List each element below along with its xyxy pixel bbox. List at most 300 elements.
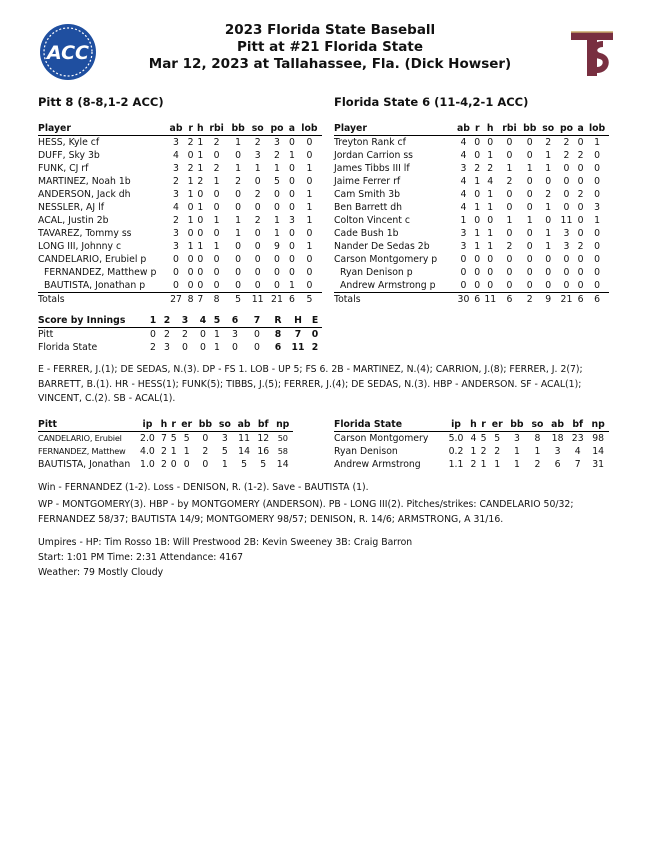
stat-cell: 5 [183,433,190,444]
stat-cell: 0 [506,202,513,213]
stat-cell: 2 [480,446,487,457]
column-header: ab [234,418,254,432]
pitcher-row [38,445,293,458]
inning-score: 7 [294,329,302,340]
player-name: HESS, Kyle cf [38,137,100,148]
player-row [38,214,322,227]
column-header: ab [166,122,186,136]
stat-cell: 4 [487,176,494,187]
pitching-header-row [334,418,609,432]
stat-cell: 0 [288,137,295,148]
stat-cell: 4 [460,202,467,213]
stat-cell: 1 [197,202,204,213]
stat-cell: 0 [306,137,313,148]
pitcher-name: Andrew Armstrong [334,459,421,470]
stat-cell: 3 [173,189,179,200]
player-name: Colton Vincent c [334,215,411,226]
player-name: Treyton Rank cf [334,137,406,148]
stat-cell: 2 [173,215,179,226]
season-title: 2023 Florida State Baseball [224,22,436,38]
stat-cell: 0 [526,241,533,252]
stat-cell: 0 [274,202,280,213]
player-row [334,162,609,175]
totals-row [38,293,322,307]
stat-cell: 0 [254,280,261,291]
player-row [38,240,322,253]
stat-cell: 1 [213,215,220,226]
stat-cell: 0 [235,150,242,161]
stat-cell: 0 [235,241,242,252]
stat-cell: 1 [235,163,242,174]
umpires-note: Umpires - HP: Tim Rosso 1B: Will Prestwood 2B: Kevin Sweeney 3B: Craig Barron [38,537,413,548]
stat-cell: 1 [526,163,533,174]
stat-cell: 2 [545,137,552,148]
stat-cell: 0 [526,202,533,213]
stat-cell: 0 [254,228,261,239]
stat-cell: 0 [202,433,209,444]
stat-cell: 5 [494,433,501,444]
total-cell: 6 [577,294,584,305]
stat-cell: 2 [173,176,179,187]
stat-cell: 2 [213,163,220,174]
player-name: DUFF, Sky 3b [38,150,100,161]
stat-cell: 0 [487,267,494,278]
stat-cell: 6 [554,459,561,470]
pitching-header-row [38,418,293,432]
innings-row [38,328,322,342]
inning-header: 2 [160,314,174,328]
stat-cell: 1 [187,215,194,226]
stat-cell: 0 [577,280,584,291]
stat-cell: 4 [460,150,467,161]
stat-cell: 0 [170,459,177,470]
stat-cell: 31 [592,459,605,470]
stat-cell: 0 [474,137,481,148]
column-header: lob [297,122,322,136]
stat-cell: 1 [545,241,552,252]
stat-cell: 98 [592,433,605,444]
stat-cell: 0 [254,202,261,213]
stat-cell: 1 [474,176,481,187]
stat-cell: 1 [480,459,487,470]
total-cell: 6 [499,293,520,307]
stat-cell: 0 [545,280,552,291]
pitcher-row [38,458,293,471]
stat-cell: 1 [545,163,552,174]
stat-cell: 3 [173,228,179,239]
total-cell: 8 [205,293,227,307]
stat-cell: 3 [221,433,228,444]
inning-score: 2 [182,329,188,340]
total-cell: 6 [288,294,295,305]
stat-cell: 0 [213,267,220,278]
stat-cell: 0 [274,254,280,265]
stat-cell: 0 [506,189,513,200]
inning-header: 4 [196,314,210,328]
stat-cell: 0 [187,228,194,239]
stat-cell: 0 [545,215,552,226]
stat-cell: 7 [574,459,581,470]
stat-cell: 0 [197,280,204,291]
inning-header: 3 [174,314,196,328]
player-row [38,175,322,188]
stat-cell: 12 [257,433,270,444]
inning-header: 6 [224,314,246,328]
stat-cell: 0 [545,267,552,278]
stat-cell: 0 [288,241,295,252]
innings-title: Score by Innings [38,314,146,328]
stat-cell: 1 [470,446,477,457]
column-header: h [468,418,479,432]
stat-cell: 0 [474,189,481,200]
home-pitching-table [334,418,609,471]
player-name: LONG III, Johnny c [38,241,122,252]
column-header: r [186,122,195,136]
player-row [38,136,322,150]
total-cell: 27 [166,293,186,307]
stat-cell: 0 [506,150,513,161]
stat-cell: 0 [545,176,552,187]
stat-cell: 3 [254,150,261,161]
stat-cell: 0 [577,267,584,278]
stat-cell: 0.2 [448,446,464,457]
stat-cell: 0 [594,176,601,187]
stat-cell: 1 [197,150,204,161]
stat-cell: 1 [474,241,481,252]
acc-logo-icon [38,22,98,82]
total-cell: 21 [557,293,576,307]
stat-cell: 2 [545,189,552,200]
column-header: h [160,419,168,430]
inning-score: 0 [182,342,188,353]
score-by-innings-table [38,314,322,354]
column-header: r [473,122,482,136]
stat-cell: 1 [526,215,533,226]
stat-cell: 0 [526,189,533,200]
stat-cell: 0 [474,254,481,265]
player-name: Carson Montgomery p [334,254,438,265]
stat-cell: 1 [506,215,513,226]
stat-cell: 0 [474,150,481,161]
column-header: Pitt [38,418,136,432]
stat-cell: 3 [173,241,179,252]
stat-cell: 0 [577,228,584,239]
player-name: BAUTISTA, Jonathan p [44,280,146,291]
stat-cell: 4 [574,446,581,457]
pitcher-row [334,458,609,471]
stat-cell: 0 [254,254,261,265]
stat-cell: 1 [170,446,177,457]
stat-cell: 0 [526,280,533,291]
stat-cell: 0 [213,228,220,239]
stat-cell: 2 [197,176,204,187]
team-name: Florida State [38,342,98,353]
column-header: bb [506,418,528,432]
home-team-heading: Florida State 6 (11-4,2-1 ACC) [334,95,529,109]
stat-cell: 0 [235,267,242,278]
player-name: Ben Barrett dh [334,202,403,213]
player-name: Cam Smith 3b [334,189,401,200]
stat-cell: 0 [197,189,204,200]
stat-cell: 0 [563,176,570,187]
player-name: Ryan Denison p [340,267,413,278]
team-name: Pitt [38,329,54,340]
header-row [38,122,322,136]
stat-cell: 0 [187,280,194,291]
stat-cell: 0 [235,254,242,265]
stat-cell: 2 [254,215,261,226]
column-header: r [169,418,178,432]
stat-cell: 0 [506,228,513,239]
stat-cell: 14 [592,446,605,457]
total-cell: 11 [482,293,499,307]
stat-cell: 0 [288,202,295,213]
inning-score: 1 [214,342,220,353]
home-batting-table [334,122,609,306]
stat-cell: 0 [274,280,280,291]
stat-cell: 0 [577,202,584,213]
inning-score: 0 [254,329,260,340]
stat-cell: 2 [161,446,167,457]
total-cell: 6 [474,294,481,305]
total-cell: 30 [454,293,473,307]
stat-cell: 1 [474,202,481,213]
stat-cell: 0 [506,254,513,265]
stat-cell: 1.0 [140,459,155,470]
stat-cell: 2 [470,459,477,470]
pitcher-row [334,432,609,446]
inning-score: 8 [274,329,282,340]
stat-cell: 0 [254,267,261,278]
stat-cell: 0 [288,228,295,239]
stat-cell: 0 [594,228,601,239]
stat-cell: 0 [187,150,194,161]
stat-cell: 1 [197,241,204,252]
stat-cell: 0 [197,228,204,239]
stat-cell: 0 [526,254,533,265]
stat-cell: 0 [460,280,467,291]
stat-cell: 0 [306,228,313,239]
stat-cell: 2 [487,163,494,174]
column-header: so [528,418,547,432]
stat-cell: 0 [563,280,570,291]
inning-score: 0 [200,342,206,353]
stat-cell: 1 [594,137,601,148]
player-row [38,162,322,175]
player-name: James Tibbs III lf [334,163,410,174]
column-header: er [178,418,195,432]
stat-cell: 3 [563,228,570,239]
stat-cell: 0 [506,267,513,278]
stat-cell: 2 [563,150,570,161]
stat-cell: 1 [183,446,190,457]
stat-cell: 4 [470,433,477,444]
stat-cell: 0 [254,176,261,187]
player-row [334,227,609,240]
player-name: Jordan Carrion ss [334,150,414,161]
stat-cell: 0 [563,202,570,213]
pitcher-name: Ryan Denison [334,446,398,457]
stat-cell: 0 [197,215,204,226]
stat-cell: 0 [202,459,209,470]
stat-cell: 14 [238,446,251,457]
stat-cell: 1 [254,163,261,174]
pitcher-name: Carson Montgomery [334,433,429,444]
stat-cell: 2 [506,241,513,252]
column-header: bf [568,418,587,432]
stat-cell: 18 [551,433,564,444]
player-row [334,266,609,279]
stat-cell: 0 [173,254,179,265]
stat-cell: 0 [563,163,570,174]
game-events-note: E - FERRER, J.(1); DE SEDAS, N.(3). DP - FS 1. LOB - UP 5; FS 6. 2B - MARTINEZ, N.(4); CARRION, J.(8); FERRER, J. 2(7); BARRETT, B.(1). HR - HESS(1); FUNK(5); TIBBS, J.(5); FERRER, J.(4); DE SEDAS, N.(3). HBP - ANDERSON. SF - ACAL(1); VINCENT, C.(2). SB - ACAL(1). [38,364,583,404]
stat-cell: 0 [506,137,513,148]
total-cell: 8 [187,294,194,305]
stat-cell: 1 [235,215,242,226]
pitcher-name: BAUTISTA, Jonathan [38,459,131,470]
inning-score: 1 [214,329,220,340]
stat-cell: 0 [526,267,533,278]
stat-cell: 1 [213,241,220,252]
player-row [38,188,322,201]
stat-cell: 1 [235,228,242,239]
innings-row [38,341,322,354]
inning-header: H [288,314,308,328]
column-header: bf [254,418,272,432]
player-row [334,214,609,227]
stat-cell: 0 [173,280,179,291]
stat-cell: 0 [577,163,584,174]
weather-note: Weather: 79 Mostly Cloudy [38,567,164,578]
stat-cell: 1 [487,228,494,239]
stat-cell: 2 [213,137,220,148]
stat-cell: 14 [276,459,289,470]
stat-cell: 0 [187,254,194,265]
stat-cell: 0 [577,176,584,187]
decisions-note: Win - FERNANDEZ (1-2). Loss - DENISON, R. (1-2). Save - BAUTISTA (1). [38,482,369,493]
total-cell: 11 [248,293,266,307]
column-header: rbi [499,122,520,136]
total-cell: 5 [228,293,249,307]
stat-cell: 3 [173,163,179,174]
stat-cell: 0 [173,267,179,278]
total-cell: 2 [520,293,539,307]
stat-cell: 0 [213,150,220,161]
stat-cell: 0 [288,189,295,200]
stat-cell: 0 [487,280,494,291]
stat-cell: 1 [487,189,494,200]
column-header: so [539,122,556,136]
stat-cell: 2 [161,459,167,470]
stat-cell: 0 [526,176,533,187]
inning-header: 7 [246,314,268,328]
stat-cell: 1 [494,459,501,470]
stat-cell: 5.0 [448,433,464,444]
player-name: MARTINEZ, Noah 1b [38,176,131,187]
stat-cell: 0 [594,254,601,265]
total-cell: 6 [585,293,609,307]
stat-cell: 0 [594,280,601,291]
stat-cell: 0 [187,202,194,213]
stat-cell: 0 [577,254,584,265]
stat-cell: 0 [288,267,295,278]
total-cell: 9 [539,293,556,307]
player-row [334,253,609,266]
stat-cell: 1 [534,446,541,457]
stat-cell: 0 [235,189,242,200]
stat-cell: 0 [254,241,261,252]
pitcher-row [334,445,609,458]
column-header: po [557,122,576,136]
total-cell: 21 [267,293,287,307]
stat-cell: 0 [545,254,552,265]
stat-cell: 2 [506,176,513,187]
stat-cell: 0 [563,189,570,200]
player-row [38,201,322,214]
inning-score: 11 [291,342,305,353]
stat-cell: 5 [170,433,177,444]
stat-cell: 11 [238,433,251,444]
stat-cell: 1 [197,163,204,174]
stat-cell: 0 [288,176,295,187]
column-header: ab [454,122,473,136]
stat-cell: 0 [594,189,601,200]
total-cell: 7 [195,293,205,307]
column-header: h [197,123,204,134]
stat-cell: 0 [487,137,494,148]
stat-cell: 0 [213,254,220,265]
inning-score: 6 [274,342,282,353]
stat-cell: 3 [173,137,179,148]
stat-cell: 2 [494,446,501,457]
stat-cell: 1 [213,176,220,187]
player-row [38,253,322,266]
column-header: a [288,123,296,134]
player-row [38,279,322,293]
stat-cell: 5 [274,176,280,187]
player-row [334,201,609,214]
stat-cell: 8 [534,433,541,444]
stat-cell: 2 [534,459,541,470]
stat-cell: 5 [241,459,248,470]
player-row [38,149,322,162]
stat-cell: 1 [306,189,313,200]
stat-cell: 0 [235,202,242,213]
stat-cell: 1 [306,163,313,174]
stat-cell: 1 [487,150,494,161]
stat-cell: 1 [460,215,467,226]
stat-cell: 0 [526,137,533,148]
player-row [334,240,609,253]
column-header: ip [444,418,468,432]
stat-cell: 4.0 [140,446,155,457]
player-name: ACAL, Justin 2b [38,215,109,226]
inning-score: 3 [232,329,238,340]
stat-cell: 1 [187,241,194,252]
stat-cell: 2 [187,163,194,174]
inning-header: 5 [210,314,224,328]
stat-cell: 5 [221,446,228,457]
stat-cell: 1 [288,150,295,161]
inning-score: 2 [311,342,319,353]
stat-cell: 3 [563,241,570,252]
inning-score: 0 [232,342,238,353]
totals-label: Totals [334,293,454,307]
stat-cell: 0 [274,189,280,200]
stat-cell: 0 [506,280,513,291]
stat-cell: 0 [306,254,313,265]
stat-cell: 0 [487,254,494,265]
